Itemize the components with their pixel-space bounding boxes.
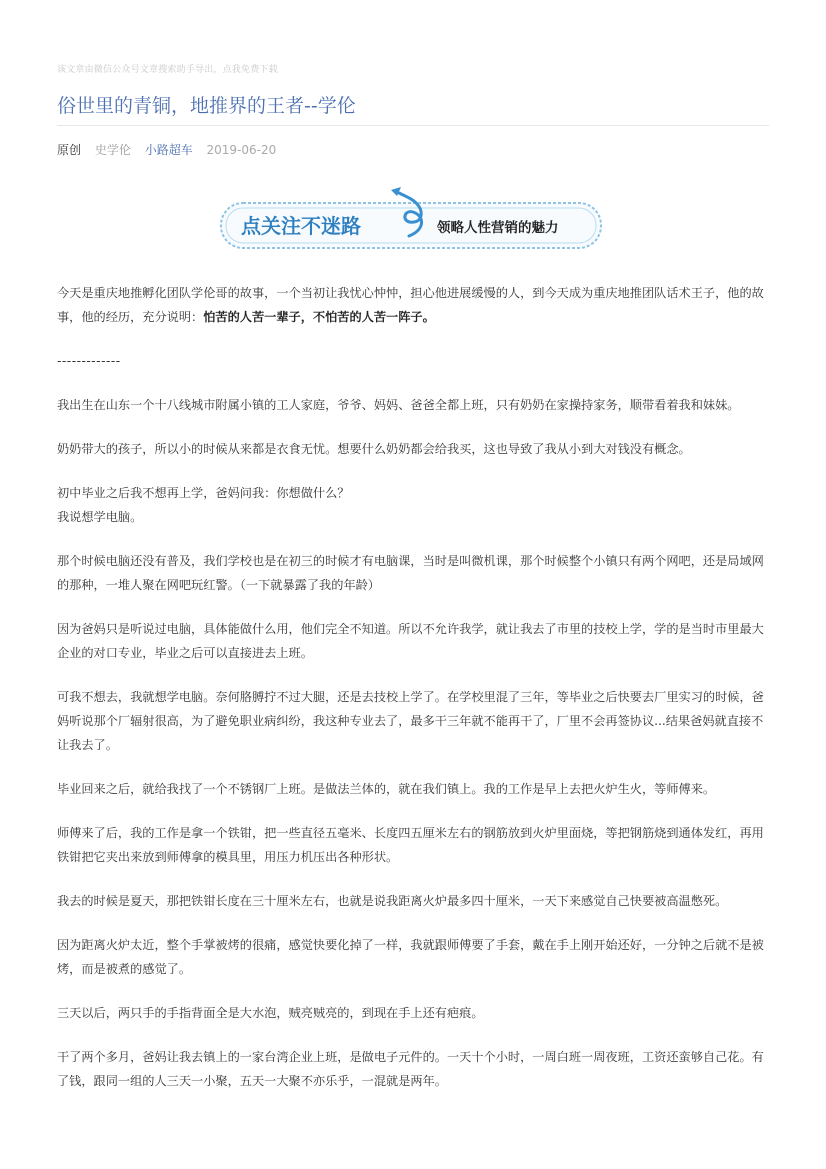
paragraph: 我去的时候是夏天，那把铁钳长度在三十厘米左右，也就是说我距离火炉最多四十厘米，一天下来感觉自己快要被高温憋死。: [57, 894, 728, 908]
paragraph: 可我不想去，我就想学电脑。奈何胳膊拧不过大腿，还是去技校上学了。在学校里混了三年，等毕业之后快要去厂里实习的时候，爸妈听说那个厂辐射很高，为了避免职业病纠纷，我这种专业去了，最多干三年就不能再干了，厂里不会再签协议...结果爸妈就直接不让我去了。: [57, 690, 764, 752]
banner-left-text: 点关注不迷路: [241, 214, 361, 238]
follow-banner: [219, 186, 603, 250]
original-tag: 原创: [57, 143, 82, 157]
page-title: 俗世里的青铜，地推界的王者--学伦: [57, 95, 356, 117]
publish-date: 2019-06-20: [206, 143, 277, 157]
question-line: 初中毕业之后我不想再上学，爸妈问我：你想做什么？: [57, 486, 350, 500]
account-link[interactable]: 小路超车: [144, 143, 193, 157]
paragraph: 我出生在山东一个十八线城市附属小镇的工人家庭，爷爷、妈妈、爸爸全都上班，只有奶奶在家操持家务，顺带看着我和妹妹。: [57, 398, 740, 412]
author-name: 史学伦: [94, 143, 131, 157]
intro-bold-quote: 怕苦的人苦一辈子，不怕苦的人苦一阵子。: [203, 310, 435, 324]
reply-line: 我说想学电脑。: [57, 510, 143, 524]
banner-right-text: 领略人性营销的魅力: [437, 220, 559, 236]
intro-paragraph: [57, 281, 769, 329]
paragraph: 师傅来了后，我的工作是拿一个铁钳，把一些直径五毫米、长度四五厘米左右的钢筋放到火炉里面烧，等把钢筋烧到通体发红，再用铁钳把它夹出来放到师傅拿的模具里，用压力机压出各种形状。: [57, 826, 764, 864]
paragraph: 奶奶带大的孩子，所以小的时候从来都是衣食无忧。想要什么奶奶都会给我买，这也导致了我从小到大对钱没有概念。: [57, 442, 691, 456]
paragraph: [57, 481, 769, 529]
paragraph: 因为距离火炉太近，整个手掌被烤的很痛，感觉快要化掉了一样，我就跟师傅要了手套，戴在手上刚开始还好，一分钟之后就不是被烤，而是被煮的感觉了。: [57, 938, 764, 976]
export-watermark[interactable]: 该文章由微信公众号文章搜索助手导出，点我免费下载: [57, 65, 278, 75]
article-body: [57, 281, 769, 1113]
title-divider: [57, 125, 769, 126]
paragraph: 那个时候电脑还没有普及，我们学校也是在初三的时候才有电脑课，当时是叫微机课，那个时候整个小镇只有两个网吧，还是局域网的那种，一堆人聚在网吧玩红警。（一下就暴露了我的年龄）: [57, 554, 764, 592]
section-separator: -------------: [57, 354, 121, 368]
paragraph: 三天以后，两只手的手指背面全是大水泡，贼亮贼亮的，到现在手上还有疤痕。: [57, 1006, 484, 1020]
paragraph: 因为爸妈只是听说过电脑，具体能做什么用，他们完全不知道。所以不允许我学，就让我去了市里的技校上学，学的是当时市里最大企业的对口专业，毕业之后可以直接进去上班。: [57, 622, 764, 660]
article-meta: [57, 141, 286, 158]
intro-text: 今天是重庆地推孵化团队学伦哥的故事，一个当初让我忧心忡忡，担心他进展缓慢的人，到今天成为重庆地推团队话术王子，他的故事，他的经历，充分说明：: [57, 286, 764, 324]
paragraph: 干了两个多月，爸妈让我去镇上的一家台湾企业上班，是做电子元件的。一天十个小时，一周白班一周夜班，工资还蛮够自己花。有了钱，跟同一组的人三天一小聚，五天一大聚不亦乐乎，一混就是两年。: [57, 1050, 764, 1088]
paragraph: 毕业回来之后，就给我找了一个不锈钢厂上班。是做法兰体的，就在我们镇上。我的工作是早上去把火炉生火，等师傅来。: [57, 782, 716, 796]
